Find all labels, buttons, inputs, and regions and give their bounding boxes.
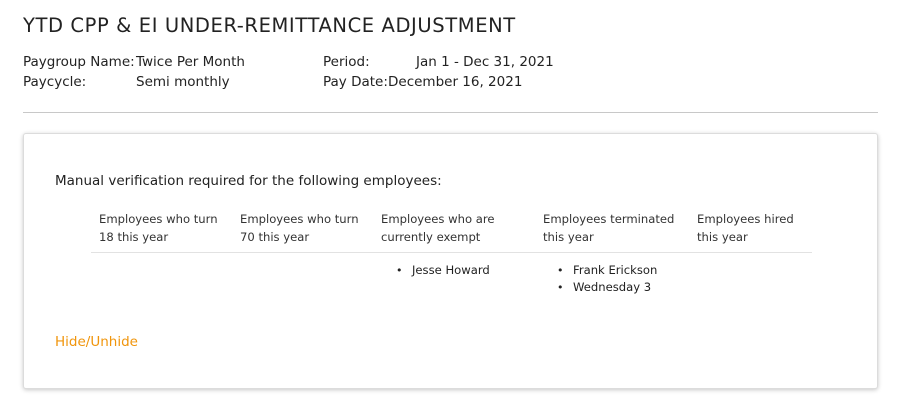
verification-card [23, 133, 878, 389]
column-header-line: Employees who are [381, 212, 495, 226]
period-value: Jan 1 - Dec 31, 2021 [416, 54, 554, 70]
paygroup-row [23, 52, 303, 72]
column-header-turn-70 [240, 210, 359, 246]
period-label: Period: [323, 54, 370, 70]
bullet-icon: • [557, 281, 564, 294]
terminated-employee-list [555, 262, 657, 296]
bullet-icon: • [557, 264, 564, 277]
column-header-line: 18 this year [99, 230, 169, 244]
period-row [323, 52, 623, 72]
paycycle-value: Semi monthly [136, 74, 230, 90]
paycycle-row [23, 72, 303, 92]
list-item [394, 262, 490, 279]
hide-unhide-link[interactable]: Hide/Unhide [55, 334, 138, 350]
paygroup-label: Paygroup Name: [23, 54, 135, 70]
column-header-line: this year [543, 230, 594, 244]
employee-name: Frank Erickson [573, 263, 658, 277]
paygroup-value: Twice Per Month [136, 54, 245, 70]
column-header-line: Employees who turn [240, 212, 359, 226]
header-divider [23, 112, 878, 113]
column-header-line: Employees hired [697, 212, 794, 226]
employee-name: Wednesday 3 [573, 280, 652, 294]
page-title: YTD CPP & EI UNDER-REMITTANCE ADJUSTMENT [23, 14, 516, 37]
column-header-hired [697, 210, 794, 246]
list-item [555, 279, 657, 296]
column-header-line: Employees terminated [543, 212, 675, 226]
column-header-line: 70 this year [240, 230, 310, 244]
column-header-terminated [543, 210, 674, 246]
paydate-row [323, 72, 623, 92]
column-header-line: this year [697, 230, 748, 244]
employee-name: Jesse Howard [412, 263, 490, 277]
table-header-divider [91, 252, 812, 253]
paycycle-label: Paycycle: [23, 74, 87, 90]
exempt-employee-list [394, 262, 490, 279]
column-header-exempt [381, 210, 495, 246]
column-header-line: Employees who turn [99, 212, 218, 226]
bullet-icon: • [396, 264, 403, 277]
list-item [555, 262, 657, 279]
column-header-turn-18 [99, 210, 218, 246]
paydate-label: Pay Date: [323, 74, 388, 90]
column-header-line: currently exempt [381, 230, 481, 244]
verification-intro: Manual verification required for the following employees: [55, 173, 442, 189]
paydate-value: December 16, 2021 [388, 74, 523, 90]
